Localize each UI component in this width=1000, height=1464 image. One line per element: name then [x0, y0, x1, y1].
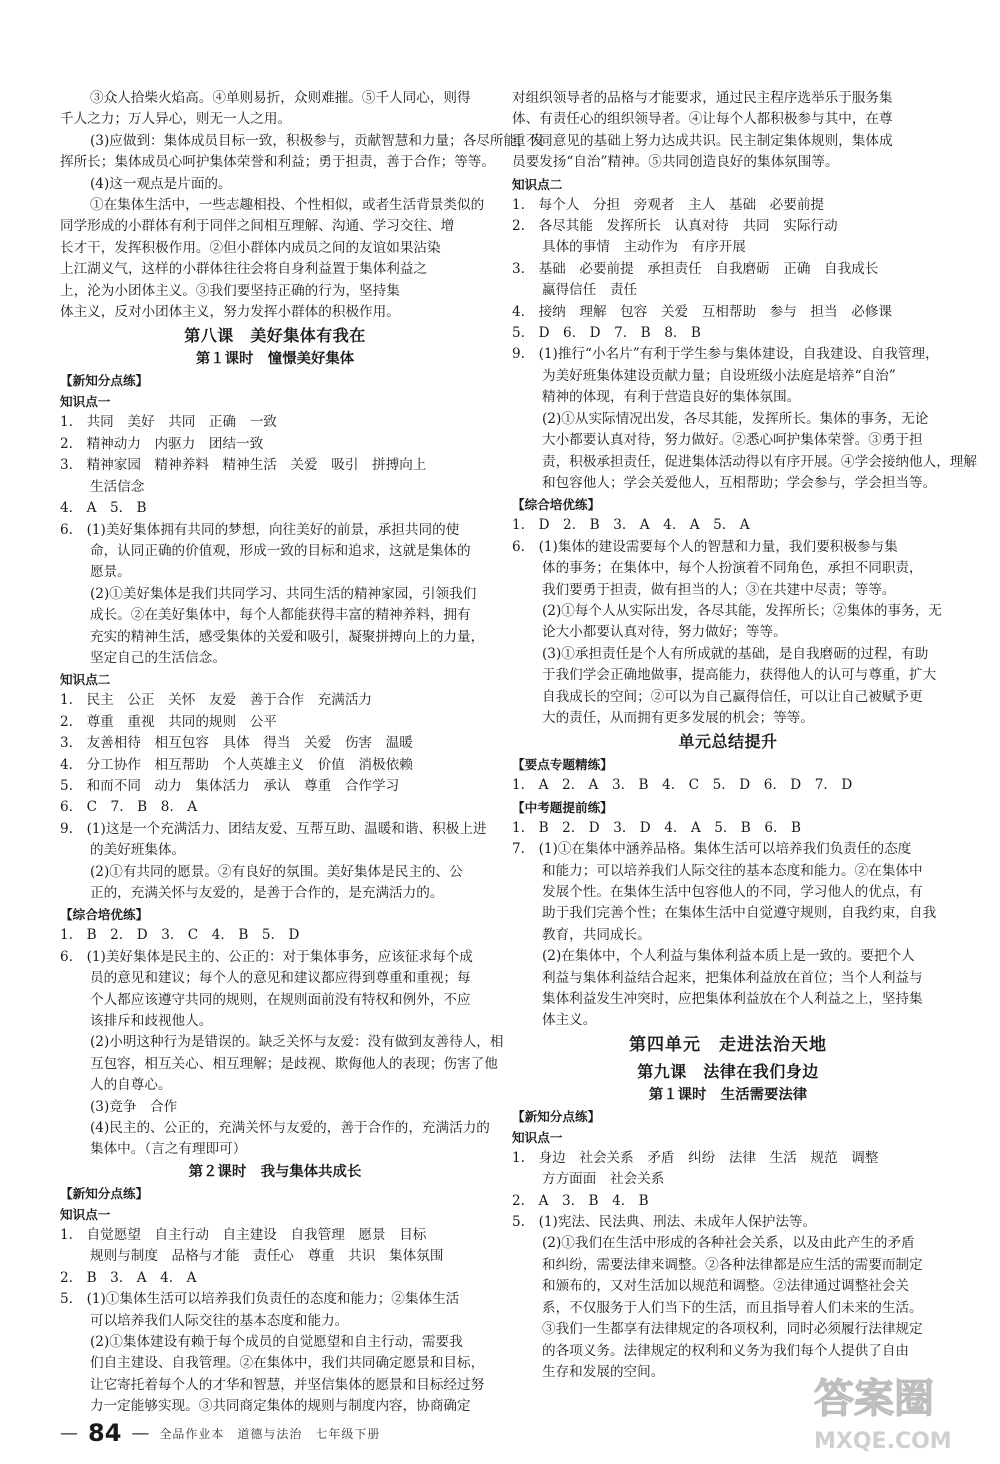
answer-line: 1. 自觉愿望 自主行动 自主建设 自我管理 愿景 目标	[60, 1226, 427, 1243]
answer-line: 命，认同正确的价值观，形成一致的目标和追求，这就是集体的	[90, 542, 471, 559]
answer-line: 让它寄托着每个人的才华和智慧，并坚信集体的愿景和目标经过努	[90, 1376, 485, 1393]
answer-line: 力一定能够实现。③共同商定集体的规则与制度内容，协商确定	[90, 1398, 471, 1415]
answer-line: 们自主建设、自我管理。②在集体中，我们共同确定愿景和目标，	[90, 1355, 485, 1372]
answer-line: (3)竞争 合作	[90, 1098, 178, 1115]
answer-line: (2)①集体建设有赖于每个成员的自觉愿望和自主行动，需要我	[90, 1333, 463, 1350]
answer-line: 5. 和而不同 动力 集体活力 承认 尊重 合作学习	[60, 777, 400, 794]
answer-line: 1. A 2. A 3. B 4. C 5. D 6. D 7. D	[512, 777, 853, 794]
answer-line: 助于我们完善个性；在集体生活中自觉遵守规则，自我约束，自我	[542, 905, 937, 922]
answer-line: 长才干，发挥积极作用。②但小群体内成员之间的友谊如果沾染	[60, 239, 441, 256]
knowledge-point-label: 知识点一	[60, 394, 111, 410]
answer-line: 1. B 2. D 3. C 4. B 5. D	[60, 927, 300, 944]
lesson-heading: 第九课 法律在我们身边	[637, 1061, 819, 1081]
answer-line: 3. 精神家园 精神养料 精神生活 关爱 吸引 拼搏向上	[60, 457, 427, 474]
knowledge-point-label: 知识点一	[512, 1129, 563, 1145]
answer-line: 我们要勇于担责，做有担当的人；③在共建中尽责；等等。	[542, 581, 896, 598]
answer-line: 大小都要认真对待，努力做好。②悉心呵护集体荣誉。③勇于担	[542, 432, 923, 449]
answer-line: 利益与集体利益结合起来，把集体利益放在首位；当个人利益与	[542, 969, 923, 986]
section-label: 【新知分点练】	[60, 1185, 149, 1201]
answer-line: 体的事务；在集体中，每个人扮演着不同角色，承担不同职责，	[542, 560, 923, 577]
answer-line: 愿景。	[90, 564, 131, 581]
footer-dash: —	[60, 1422, 78, 1444]
answer-line: 1. B 2. D 3. D 4. A 5. B 6. B	[512, 819, 801, 836]
answer-line: 自我成长的空间；②可以为自己赢得信任，可以让自己被赋予更	[542, 688, 923, 705]
answer-line: 1. 民主 公正 关怀 友爱 善于合作 充满活力	[60, 692, 373, 709]
answer-line: 1. 身边 社会关系 矛盾 纠纷 法律 生活 规范 调整	[512, 1149, 879, 1166]
answer-line: 重不同意见的基础上努力达成共识。民主制定集体规则，集体成	[512, 132, 893, 149]
answer-line: 的各项义务。法律规定的权利和义务为我们每个人提供了自由	[542, 1342, 910, 1359]
answer-line: (2)①美好集体是我们共同学习、共同生活的精神家园，引领我们	[90, 585, 477, 602]
answer-line: 千人之力；万人异心，则无一人之用。	[60, 111, 292, 128]
answer-line: 和纠纷，需要法律来调整。②各种法律都是应生活的需要而制定	[542, 1256, 923, 1273]
answer-line: 员的意见和建议；每个人的意见和建议都应得到尊重和重视；每	[90, 970, 471, 987]
section-label: 【中考题提前练】	[512, 799, 613, 815]
answer-line: 1. 共同 美好 共同 正确 一致	[60, 414, 277, 431]
answer-line: 具体的事情 主动作为 有序开展	[542, 239, 746, 256]
section-label: 【综合培优练】	[512, 497, 601, 513]
answer-line: (2)①我们在生活中形成的各种社会关系，以及由此产生的矛盾	[542, 1235, 915, 1252]
answer-line: (3)应做到：集体成员目标一致，积极参与，贡献智慧和力量；各尽所能，发	[90, 132, 545, 149]
answer-line: 集体利益发生冲突时，应把集体利益放在个人利益之上，坚持集	[542, 991, 923, 1008]
watermark-logo	[810, 1374, 974, 1454]
answer-line: 上，沦为小团体主义。③我们要坚持正确的行为，坚持集	[60, 282, 400, 299]
answer-line: 上江湖义气，这样的小群体往往会将自身利益置于集体利益之	[60, 261, 428, 278]
answer-line: 方方面面 社会关系	[542, 1171, 665, 1188]
answer-line: 4. 接纳 理解 包容 关爱 互相帮助 参与 担当 必修课	[512, 303, 892, 320]
answer-line: 4. 分工协作 相互帮助 个人英雄主义 价值 消极依赖	[60, 756, 413, 773]
answer-line: 责，积极承担责任，促进集体活动得以有序开展。④学会接纳他人，理解	[542, 453, 977, 470]
answer-line: 2. 尊重 重视 共同的规则 公平	[60, 713, 277, 730]
period-heading: 第１课时 生活需要法律	[648, 1086, 808, 1103]
answer-line: 和颁布的，又对生活加以规范和调整。②法律通过调整社会关	[542, 1278, 910, 1295]
answer-line: 可以培养我们人际交往的基本态度和能力。	[90, 1312, 349, 1329]
answer-line: 5. (1)①集体生活可以培养我们负责任的态度和能力；②集体生活	[60, 1291, 460, 1308]
answer-line: 的美好班集体。	[90, 842, 186, 859]
book-title: 全品作业本 道德与法治 七年级下册	[159, 1426, 381, 1441]
section-label: 【新知分点练】	[512, 1108, 601, 1124]
lesson-heading: 单元总结提升	[678, 732, 778, 752]
answer-line: 正的，充满关怀与友爱的，是善于合作的，是充满活力的。	[90, 885, 444, 901]
answer-line: 人的自尊心。	[90, 1077, 172, 1094]
section-label: 【要点专题精练】	[512, 757, 613, 773]
answer-line: 7. (1)①在集体中涵养品格。集体生活可以培养我们负责任的态度	[512, 841, 912, 858]
answer-line: 9. (1)推行“小名片”有利于学生参与集体建设，自我建设、自我管理，	[512, 346, 939, 363]
answer-line: ③我们一生都享有法律规定的各项权利，同时必须履行法律规定	[542, 1321, 923, 1338]
answer-line: (2)①从实际情况出发，各尽其能，发挥所长。集体的事务，无论	[542, 410, 929, 427]
answer-line: 挥所长；集体成员心呵护集体荣誉和利益；勇于担责，善于合作；等等。	[60, 154, 495, 171]
answer-line: 2. B 3. A 4. A	[60, 1269, 197, 1286]
watermark-logo-text: 答案圈	[814, 1376, 934, 1422]
answer-line: 体、有责任心的组织领导者。④让每个人都积极参与其中，在尊	[512, 111, 893, 128]
answer-line: 2. 精神动力 内驱力 团结一致	[60, 435, 264, 452]
answer-line: 4. A 5. B	[60, 500, 147, 517]
period-heading: 第１课时 憧憬美好集体	[195, 351, 355, 368]
right-column	[512, 88, 977, 1383]
answer-line: 和包容他人；学会关爱他人，互相帮助；学会参与，学会担当等。	[542, 474, 937, 491]
answer-line: 5. (1)宪法、民法典、刑法、未成年人保护法等。	[512, 1214, 817, 1231]
answer-line: 1. 每个人 分担 旁观者 主人 基础 必要前提	[512, 196, 825, 213]
answer-line: 互包容，相互关心、相互理解；是歧视、欺侮他人的表现；伤害了他	[90, 1055, 498, 1072]
answer-line: (4)民主的、公正的，充满关怀与友爱的，善于合作的，充满活力的	[90, 1120, 490, 1137]
answer-line: 1. D 2. B 3. A 4. A 5. A	[512, 517, 750, 534]
answer-line: 教育，共同成长。	[542, 926, 651, 943]
answer-line: 生活信念	[90, 478, 145, 495]
answer-line: 精神的体现，有利于营造良好的集体氛围。	[542, 389, 801, 406]
answer-line: 3. 友善相待 相互包容 具体 得当 关爱 伤害 温暖	[60, 735, 413, 752]
answer-line: 体主义。	[542, 1012, 597, 1029]
knowledge-point-label: 知识点二	[60, 672, 111, 688]
answer-line: (3)①承担责任是个人有所成就的基础，是自我磨砺的过程，有助	[542, 645, 929, 662]
answer-line: 成长。②在美好集体中，每个人都能获得丰富的精神养料，拥有	[90, 607, 471, 624]
answer-line: 同学形成的小群体有利于同伴之间相互理解、沟通、学习交往、增	[60, 218, 455, 235]
period-heading: 第２课时 我与集体共成长	[188, 1163, 362, 1180]
answer-line: (2)在集体中，个人利益与集体利益本质上是一致的。要把个人	[542, 948, 915, 965]
answer-line: 和能力；可以培养我们人际交往的基本态度和能力。②在集体中	[542, 862, 923, 879]
answer-line: ①在集体生活中，一些志趣相投、个性相似，或者生活背景类似的	[90, 197, 485, 214]
answer-line: 赢得信任 责任	[542, 282, 638, 299]
unit-heading: 第四单元 走进法治天地	[629, 1034, 827, 1055]
watermark-url: MXQE.COM	[814, 1429, 952, 1454]
answer-line: 体主义，反对小团体主义，努力发挥小群体的积极作用。	[60, 304, 400, 321]
answer-line: 该排斥和歧视他人。	[90, 1013, 213, 1030]
answer-line: 生存和发展的空间。	[542, 1363, 665, 1380]
answer-line: 规则与制度 品格与才能 责任心 尊重 共识 集体氛围	[90, 1248, 444, 1265]
answer-line: ③众人拾柴火焰高。④单则易折，众则难摧。⑤千人同心，则得	[90, 90, 471, 106]
knowledge-point-label: 知识点一	[60, 1206, 111, 1222]
footer-dash: —	[131, 1422, 150, 1444]
answer-line: 对组织领导者的品格与才能要求，通过民主程序选举乐于服务集	[512, 90, 893, 106]
answer-line: 坚定自己的生活信念。	[90, 649, 226, 666]
answer-line: 2. A 3. B 4. B	[512, 1192, 649, 1209]
answer-line: 充实的精神生活，感受集体的关爱和吸引，凝聚拼搏向上的力量，	[90, 628, 485, 645]
answer-line: (4)这一观点是片面的。	[90, 175, 232, 192]
answer-line: 论大小都要认真对待，努力做好；等等。	[542, 624, 787, 641]
section-label: 【综合培优练】	[60, 907, 149, 923]
answer-line: 个人都应该遵守共同的规则，在规则面前没有特权和例外，不应	[90, 991, 471, 1008]
answer-line: (2)小明这种行为是错误的。缺乏关怀与友爱：没有做到友善待人，相	[90, 1034, 504, 1051]
lesson-heading: 第八课 美好集体有我在	[184, 326, 366, 346]
knowledge-point-label: 知识点二	[512, 176, 563, 192]
answer-line: 于我们学会正确地做事，提高能力，获得他人的认可与尊重，扩大	[542, 667, 937, 684]
answer-line: 9. (1)这是一个充满活力、团结友爱、互帮互助、温暖和谐、积极上进	[60, 820, 487, 837]
answer-line: 3. 基础 必要前提 承担责任 自我磨砺 正确 自我成长	[512, 260, 879, 277]
answer-line: 6. (1)集体的建设需要每个人的智慧和力量，我们要积极参与集	[512, 538, 898, 555]
answer-line: 集体中。（言之有理即可）	[90, 1141, 247, 1158]
answer-line: (2)①每个人从实际出发，各尽其能，发挥所长；②集体的事务，无	[542, 602, 942, 619]
answer-line: 员要发扬“自治”精神。⑤共同创造良好的集体氛围等。	[512, 154, 839, 171]
answer-line: 发展个性。在集体生活中包容他人的不同，学习他人的优点，有	[542, 884, 923, 900]
answer-line: 大的责任，从而拥有更多发展的机会；等等。	[542, 709, 814, 726]
answer-line: 5. D 6. D 7. B 8. B	[512, 325, 701, 342]
answer-line: 2. 各尽其能 发挥所长 认真对待 共同 实际行动	[512, 218, 838, 235]
answer-line: 为美好班集体建设贡献力量；自设班级小法庭是培养“自治”	[542, 367, 896, 384]
section-label: 【新知分点练】	[60, 373, 149, 389]
answer-line: (2)①有共同的愿景。②有良好的氛围。美好集体是民主的、公	[90, 863, 463, 880]
answer-line: 6. C 7. B 8. A	[60, 799, 198, 816]
answer-line: 6. (1)美好集体是民主的、公正的：对于集体事务，应该征求每个成	[60, 948, 473, 965]
answer-line: 系，不仅服务于人们当下的生活，而且指导着人们未来的生活。	[542, 1299, 923, 1316]
left-column	[60, 88, 545, 1418]
page-number: 84	[88, 1419, 122, 1447]
answer-line: 6. (1)美好集体拥有共同的梦想，向往美好的前景，承担共同的使	[60, 521, 460, 538]
page-footer	[60, 1418, 380, 1448]
